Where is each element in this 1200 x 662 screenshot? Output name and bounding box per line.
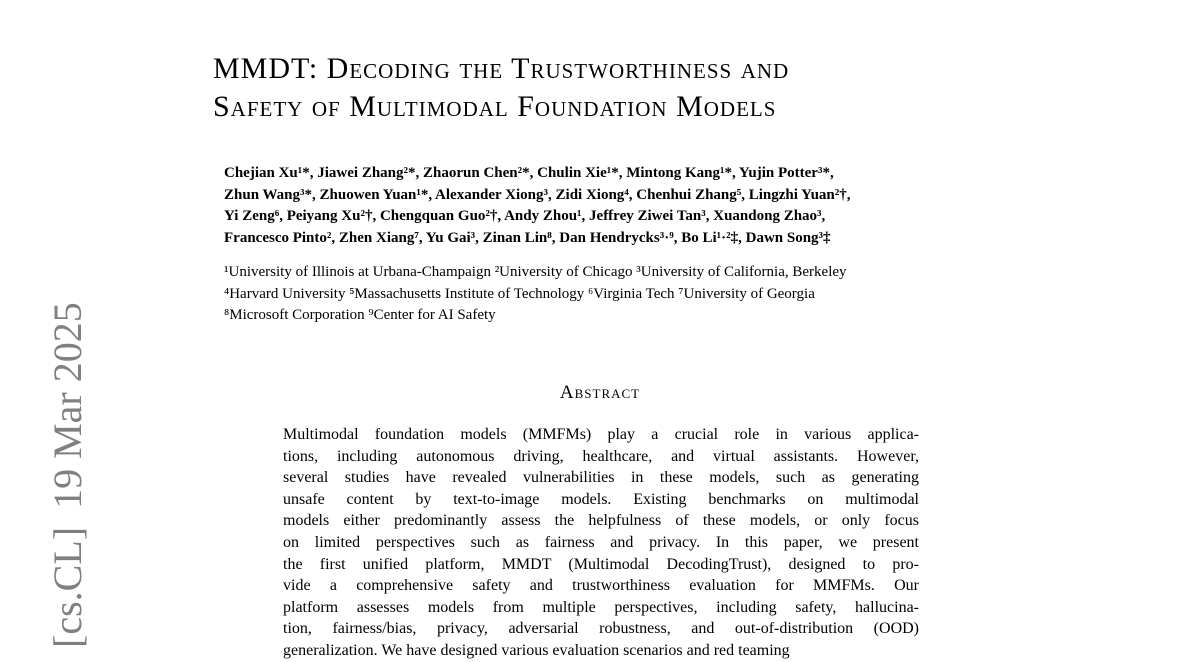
- abstract-line: tion, fairness/bias, privacy, adversarial robustness, and out-of-distribution (OOD): [283, 620, 919, 638]
- arxiv-stamp: [45, 284, 90, 648]
- abstract-heading: Abstract: [559, 382, 641, 403]
- arxiv-date: 19 Mar 2025: [45, 302, 90, 509]
- affiliation-list: [224, 262, 994, 327]
- abstract-line: generalization. We have designed various evaluation scenarios and red teaming: [283, 641, 790, 659]
- abstract-line: unsafe content by text-to-image models. Existing benchmarks on multimodal: [283, 490, 919, 508]
- affiliation-line-3: ⁸Microsoft Corporation ⁹Center for AI Safety: [224, 307, 496, 323]
- abstract-line: platform assesses models from multiple perspectives, including safety, hallucina-: [283, 598, 919, 616]
- abstract-body: [283, 424, 919, 662]
- abstract-line: several studies have revealed vulnerabilities in these models, such as generating: [283, 469, 919, 487]
- abstract-line: the first unified platform, MMDT (Multimodal DecodingTrust), designed to pro-: [283, 555, 919, 573]
- title-line-1: MMDT: Decoding the Trustworthiness and: [213, 52, 790, 85]
- abstract-line: Multimodal foundation models (MMFMs) play a crucial role in various applica-: [283, 426, 919, 443]
- author-line-1: Chejian Xu¹*, Jiawei Zhang²*, Zhaorun Chen²*, Chulin Xie¹*, Mintong Kang¹*, Yujin Potter³*,: [224, 165, 834, 181]
- author-line-3: Yi Zeng⁶, Peiyang Xu²†, Chengquan Guo²†, Andy Zhou¹, Jeffrey Ziwei Tan³, Xuandong Zhao³,: [224, 208, 826, 224]
- affiliation-line-2: ⁴Harvard University ⁵Massachusetts Institute of Technology ⁶Virginia Tech ⁷University of Georgia: [224, 285, 815, 302]
- author-list: [224, 163, 994, 249]
- paper-title: [213, 50, 1003, 126]
- author-line-4: Francesco Pinto², Zhen Xiang⁷, Yu Gai³, Zinan Lin⁸, Dan Hendrycks³·⁹, Bo Li¹·²‡, Dawn Song³‡: [224, 229, 831, 246]
- affiliation-line-1: ¹University of Illinois at Urbana-Champaign ²University of Chicago ³University of California, Berkeley: [224, 264, 847, 280]
- abstract-line: vide a comprehensive safety and trustworthiness evaluation for MMFMs. Our: [283, 577, 919, 595]
- title-line-2: Safety of Multimodal Foundation Models: [213, 90, 777, 123]
- author-line-2: Zhun Wang³*, Zhuowen Yuan¹*, Alexander Xiong³, Zidi Xiong⁴, Chenhui Zhang⁵, Lingzhi Yuan²†,: [224, 186, 851, 203]
- arxiv-category: [cs.CL]: [45, 526, 90, 648]
- abstract-line: on limited perspectives such as fairness and privacy. In this paper, we present: [283, 533, 919, 551]
- abstract-line: tions, including autonomous driving, healthcare, and virtual assistants. However,: [283, 447, 919, 465]
- abstract-line: models either predominantly assess the helpfulness of these models, or only focus: [283, 512, 919, 530]
